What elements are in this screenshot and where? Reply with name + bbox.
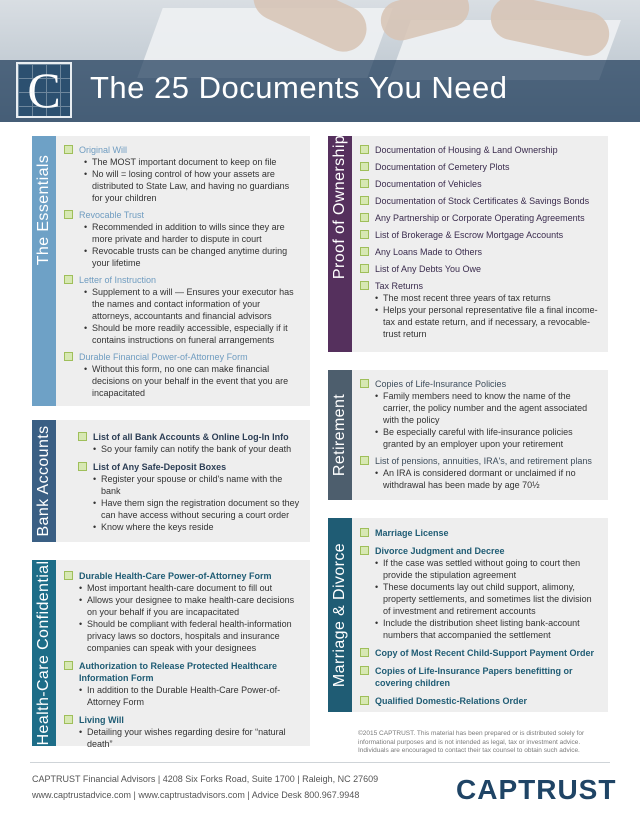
list-item: Durable Health-Care Power-of-Attorney Form • Most important health-care document to fill out • Allows your designee to make health-care decisions on your behalf if you are incapacitated • Should be compliant with federal health-information privacy laws so doctors, hospitals and insurance companies can speak with your designees bbox=[64, 570, 302, 654]
list-item: Durable Financial Power-of-Attorney Form • Without this form, no one can make financial decisions on your behalf in the event that you are incapacitated bbox=[64, 351, 302, 399]
section-retirement bbox=[328, 370, 608, 500]
checkbox-icon bbox=[78, 462, 87, 471]
checkbox-icon bbox=[64, 715, 73, 724]
checkbox-icon bbox=[64, 210, 73, 219]
list-item: Documentation of Stock Certificates & Savings Bonds bbox=[360, 195, 600, 207]
checkbox-icon bbox=[360, 162, 369, 171]
list-item: Authorization to Release Protected Healthcare Information Form • In addition to the Durable Health-Care Power-of-Attorney Form bbox=[64, 660, 302, 708]
section-tab: Bank Accounts bbox=[32, 420, 56, 542]
list-item: Living Will • Detailing your wishes regarding desire for “natural death” bbox=[64, 714, 302, 750]
list-item: List of Any Debts You Owe bbox=[360, 263, 600, 275]
page-title: The 25 Documents You Need bbox=[90, 70, 508, 105]
section-bank-accounts bbox=[32, 420, 310, 542]
list-item: Divorce Judgment and Decree • If the case was settled without going to court then provide the stipulation agreement • These documents lay out child support, alimony, property settlements, and sometimes list the division of investment and retirement accounts • Include the distribution sheet listing bank-account numbers that accompanied the settlement bbox=[360, 545, 600, 641]
header-banner bbox=[0, 0, 640, 122]
list-item: Any Partnership or Corporate Operating Agreements bbox=[360, 212, 600, 224]
section-proof-of-ownership bbox=[328, 136, 608, 352]
checkbox-icon bbox=[360, 281, 369, 290]
list-item: Letter of Instruction • Supplement to a will — Ensures your executor has the names and contact information of your attorneys, accountants and financial advisors • Should be more readily accessible, especially if it contains instructions on funeral arrangements bbox=[64, 274, 302, 346]
checkbox-icon bbox=[360, 196, 369, 205]
checkbox-icon bbox=[360, 179, 369, 188]
checkbox-icon bbox=[78, 432, 87, 441]
disclaimer-text: ©2015 CAPTRUST. This material has been prepared or is distributed solely for informational purposes and is not intended as legal, tax or investment advice. Individuals are encouraged to contact their tax counsel to obtain such advice. bbox=[358, 730, 585, 754]
checkbox-icon bbox=[64, 352, 73, 361]
checkbox-icon bbox=[64, 661, 73, 670]
list-item: Qualified Domestic-Relations Order bbox=[360, 695, 600, 707]
section-tab: Proof of Ownership bbox=[328, 136, 352, 352]
checkbox-icon bbox=[360, 456, 369, 465]
checkbox-icon bbox=[360, 528, 369, 537]
checkbox-icon bbox=[360, 379, 369, 388]
section-marriage-and-divorce bbox=[328, 518, 608, 712]
list-item: List of pensions, annuities, IRA's, and retirement plans • An IRA is considered dormant or unclaimed if no withdrawal has been made by age 70½ bbox=[360, 455, 600, 491]
captrust-wordmark: CAPTRUST bbox=[456, 774, 617, 805]
section-tab: Marriage & Divorce bbox=[328, 518, 352, 712]
list-item: Tax Returns • The most recent three years of tax returns • Helps your personal representative file a final income-tax and estate return, and if necessary, a revocable-trust return bbox=[360, 280, 600, 340]
footer-address: CAPTRUST Financial Advisors | 4208 Six Forks Road, Suite 1700 | Raleigh, NC 27609 bbox=[32, 774, 379, 784]
section-tab: Retirement bbox=[328, 370, 352, 500]
checkbox-icon bbox=[360, 230, 369, 239]
section-tab: The Essentials bbox=[32, 136, 56, 406]
checkbox-icon bbox=[360, 546, 369, 555]
list-item: Documentation of Cemetery Plots bbox=[360, 161, 600, 173]
list-item: List of Brokerage & Escrow Mortgage Accounts bbox=[360, 229, 600, 241]
checkbox-icon bbox=[64, 145, 73, 154]
checkbox-icon bbox=[360, 648, 369, 657]
section-tab: Health-Care Confidential bbox=[32, 560, 56, 746]
footer-divider bbox=[30, 762, 610, 763]
list-item: Original Will • The MOST important document to keep on file • No will = losing control of how your assets are distributed to State Law, and having no guardians for your children bbox=[64, 144, 302, 204]
list-item: Documentation of Housing & Land Ownership bbox=[360, 144, 600, 156]
list-item: Copy of Most Recent Child-Support Payment Order bbox=[360, 647, 600, 659]
list-item: Copies of Life-Insurance Policies • Family members need to know the name of the carrier, the policy number and the agent associated with the policy • Be especially careful with life-insurance policies granted by an employer upon your retirement bbox=[360, 378, 600, 450]
list-item: List of Any Safe-Deposit Boxes • Register your spouse or child's name with the bank • Have them sign the registration document so they can have access without securing a court order • Know where the keys reside bbox=[78, 461, 302, 533]
list-item: Any Loans Made to Others bbox=[360, 246, 600, 258]
checkbox-icon bbox=[360, 213, 369, 222]
section-the-essentials bbox=[32, 136, 310, 406]
checkbox-icon bbox=[64, 571, 73, 580]
checkbox-icon bbox=[360, 247, 369, 256]
captrust-logo: C bbox=[16, 62, 72, 118]
list-item: List of all Bank Accounts & Online Log-In Info • So your family can notify the bank of your death bbox=[78, 431, 302, 455]
list-item: Revocable Trust • Recommended in addition to wills since they are more private and harder to dispute in court • Revocable trusts can be changed anytime during your lifetime bbox=[64, 209, 302, 269]
checkbox-icon bbox=[360, 264, 369, 273]
list-item: Marriage License bbox=[360, 527, 600, 539]
checkbox-icon bbox=[360, 145, 369, 154]
list-item: Documentation of Vehicles bbox=[360, 178, 600, 190]
footer-contact: www.captrustadvice.com | www.captrustadvisors.com | Advice Desk 800.967.9948 bbox=[32, 790, 360, 800]
checkbox-icon bbox=[360, 696, 369, 705]
section-health-care-confidential bbox=[32, 560, 310, 749]
checkbox-icon bbox=[360, 666, 369, 675]
list-item: Copies of Life-Insurance Papers benefitting or covering children bbox=[360, 665, 600, 689]
checkbox-icon bbox=[64, 275, 73, 284]
